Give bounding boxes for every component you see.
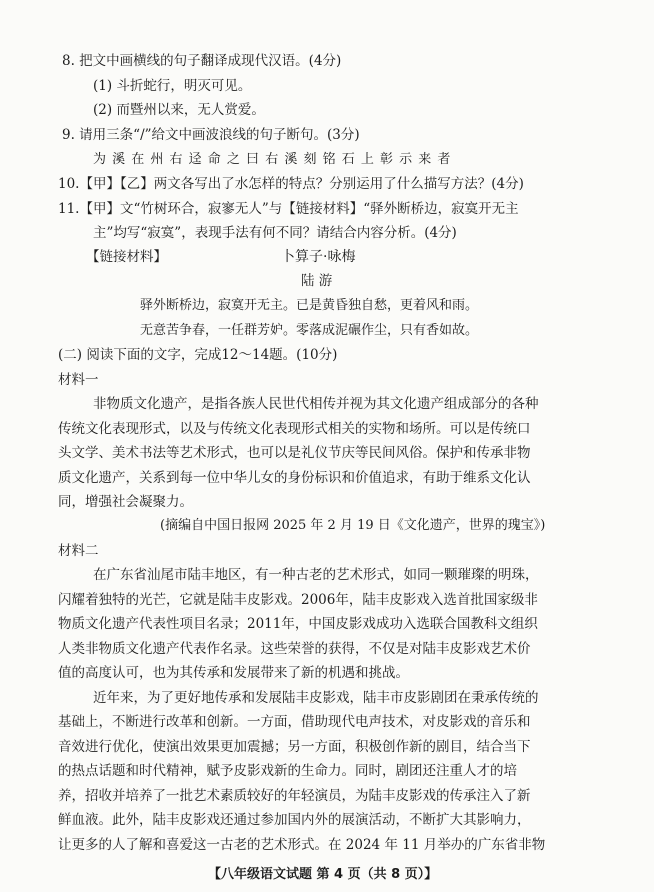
material-one-line: 头文学、美术书法等艺术形式，也可以是礼仪节庆等民间风俗。保护和传承非物 [58, 445, 531, 461]
material-two-line: 近年来，为了更好地传承和发展陆丰皮影戏，陆丰市皮影剧团在秉承传统的 [93, 690, 539, 706]
material-two-line: 基础上，不断进行改革和创新。一方面，借助现代电声技术，对皮影戏的音乐和 [58, 714, 531, 730]
material-two-line: 的热点话题和时代精神，赋予皮影戏新的生命力。同时，剧团还注重人才的培 [58, 763, 517, 779]
material-two-line: 音效进行优化，使演出效果更加震撼；另一方面，积极创作新的剧目，结合当下 [58, 739, 531, 755]
poem-line-1: 驿外断桥边，寂寞开无主。已是黄昏独自愁，更着风和雨。 [140, 298, 479, 313]
poem-line-2: 无意苦争春，一任群芳妒。零落成泥碾作尘，只有香如故。 [140, 323, 479, 338]
material-one-source: (摘编自中国日报网 2025 年 2 月 19 日《文化遗产，世界的瑰宝》) [160, 518, 546, 533]
material-one-line: 传统文化表现形式，以及与传统文化表现形式相关的实物和场所。可以是传统口 [58, 421, 531, 437]
question-8-item-2: (2) 而暨州以来，无人赏爱。 [93, 102, 265, 118]
material-one-line: 质文化遗产，关系到每一位中华儿女的身份标识和价值追求，有助于维系文化认 [58, 470, 531, 486]
material-two-heading: 材料二 [58, 543, 99, 559]
material-two-line: 养，招收并培养了一批艺术素质较好的年轻演员，为陆丰皮影戏的传承注入了新 [58, 788, 531, 804]
question-8: 8. 把文中画横线的句子翻译成现代汉语。(4分) [62, 53, 342, 69]
section-two-heading: (二) 阅读下面的文字，完成12～14题。(10分) [58, 347, 338, 363]
page-footer: 【八年级语文试题 第 4 页（共 8 页）】 [208, 867, 438, 882]
material-two-line: 鲜血液。此外，陆丰皮影戏还通过参加国内外的展演活动，不断扩大其影响力， [58, 812, 531, 828]
material-two-line: 闪耀着独特的光芒，它就是陆丰皮影戏。2006年，陆丰皮影戏入选首批国家级非 [58, 592, 538, 608]
material-one-heading: 材料一 [58, 372, 99, 388]
poem-title: 卜算子·咏梅 [281, 249, 356, 265]
material-two-line: 物质文化遗产代表性项目名录；2011年，中国皮影戏成功入选联合国教科文组织 [58, 616, 538, 632]
material-two-line: 人类非物质文化遗产代表作名录。这些荣誉的获得，不仅是对陆丰皮影戏艺术价 [58, 641, 531, 657]
material-one-line: 非物质文化遗产，是指各族人民世代相传并视为其文化遗产组成部分的各种 [93, 396, 539, 412]
question-9: 9. 请用三条“/”给文中画波浪线的句子断句。(3分) [62, 127, 360, 143]
material-one-line: 同，增强社会凝聚力。 [58, 494, 193, 510]
question-8-item-1: (1) 斗折蛇行，明灭可见。 [93, 78, 252, 94]
question-10: 10.【甲】【乙】两文各写出了水怎样的特点？分别运用了什么描写方法？(4分) [58, 176, 524, 192]
question-11-line-1: 11.【甲】文“竹树环合，寂寥无人”与【链接材料】“驿外断桥边，寂寞开无主 [58, 201, 519, 217]
link-material-label: 【链接材料】 [86, 249, 167, 265]
material-two-line: 值的高度认可，也为其传承和发展带来了新的机遇和挑战。 [58, 665, 409, 681]
poem-author: 陆 游 [301, 273, 333, 289]
material-two-line: 让更多的人了解和喜爱这一古老的艺术形式。在 2024 年 11 月举办的广东省非物 [58, 837, 546, 853]
material-two-line: 在广东省汕尾市陆丰地区，有一种古老的艺术形式，如同一颗璀璨的明珠， [93, 567, 539, 583]
question-9-sentence: 为 溪 在 州 右 迳 命 之 曰 右 溪 刻 铭 石 上 彰 示 来 者 [93, 152, 452, 167]
question-11-line-2: 主”均写“寂寞”，表现手法有何不同？请结合内容分析。(4分) [93, 225, 457, 241]
